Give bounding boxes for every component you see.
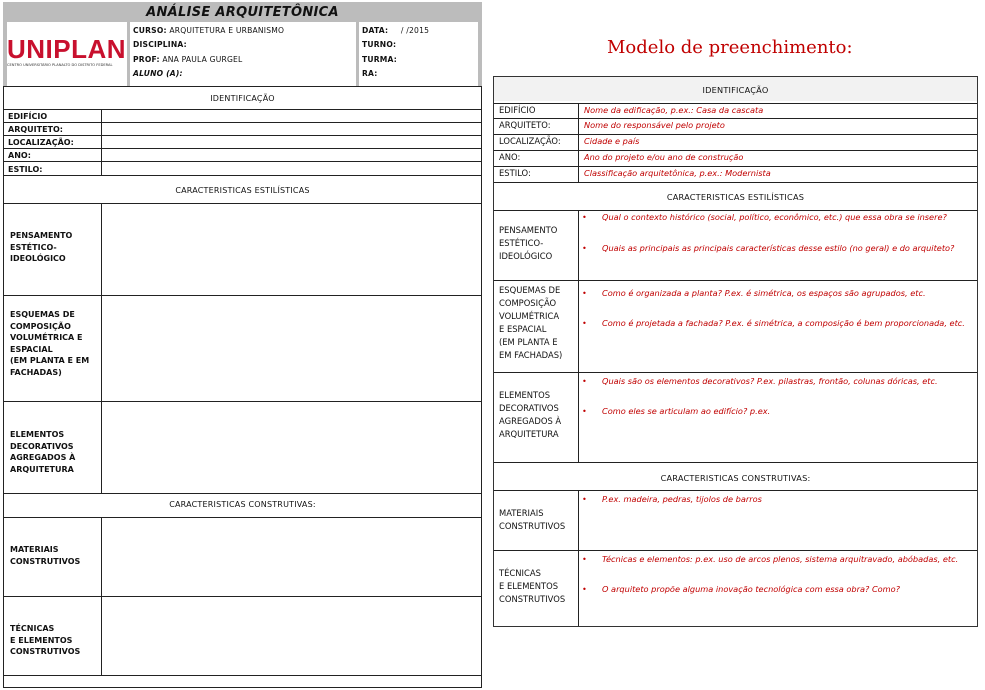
logo-subtitle: CENTRO UNIVERSITÁRIO PLANALTO DO DISTRITO FEDERAL — [7, 63, 113, 67]
turno-label: TURNO: — [362, 40, 397, 49]
model-bullet: • Qual o contexto histórico (social, político, econômico, etc.) que essa obra se insere? — [582, 212, 947, 222]
curso-field[interactable] — [130, 25, 356, 36]
model-label-localizacao: LOCALIZAÇÃO: — [499, 136, 561, 146]
model-construtivas-heading: CARACTERISTICAS CONSTRUTIVAS: — [660, 473, 811, 483]
model-bullet: • Como é projetada a fachada? P.ex. é simétrica, a composição é bem proporcionada, etc. — [582, 318, 965, 328]
elementos-input[interactable] — [102, 402, 480, 493]
row-label-ano: ANO: — [8, 151, 31, 160]
label-esquemas: ESQUEMAS DE COMPOSIÇÃO VOLUMÉTRICA E ESPACIAL (EM PLANTA E EM FACHADAS) — [10, 310, 90, 377]
model-bullet: • Técnicas e elementos: p.ex. uso de arcos plenos, sistema arquitravado, abóbadas, etc. — [582, 554, 959, 564]
data-field[interactable] — [359, 25, 478, 36]
label-pensamento: PENSAMENTO ESTÉTICO- IDEOLÓGICO — [10, 231, 73, 264]
data-label: DATA: — [362, 26, 389, 35]
model-title: Modelo de preenchimento: — [607, 37, 853, 58]
estilo-input[interactable] — [102, 162, 480, 174]
model-value-edificio: Nome da edificação, p.ex.: Casa da cascata — [584, 105, 764, 115]
turno-field[interactable] — [359, 39, 478, 50]
turma-label: TURMA: — [362, 55, 398, 64]
aluno-label: ALUNO (A): — [133, 69, 183, 78]
model-value-localizacao: Cidade e país — [584, 136, 640, 146]
row-label-localizacao: LOCALIZAÇÃO: — [8, 138, 74, 147]
model-identificacao-heading: IDENTIFICAÇÃO — [494, 77, 977, 101]
esquemas-input[interactable] — [102, 296, 480, 401]
row-label-arquiteto: ARQUITETO: — [8, 125, 64, 134]
model-estilisticas-heading: CARACTERISTICAS ESTILÍSTICAS — [666, 192, 805, 202]
ano-input[interactable] — [102, 149, 480, 161]
label-elementos: ELEMENTOS DECORATIVOS AGREGADOS À ARQUITETURA — [10, 430, 76, 474]
label-materiais: MATERIAIS CONSTRUTIVOS — [10, 545, 81, 566]
tecnicas-input[interactable] — [102, 597, 480, 675]
ra-label: RA: — [362, 69, 378, 78]
model-label-edificio: EDIFÍCIO — [499, 105, 536, 115]
model-label-ano: ANO: — [499, 152, 521, 162]
arquiteto-input[interactable] — [102, 123, 480, 135]
model-bullet: • P.ex. madeira, pedras, tijolos de barros — [582, 494, 762, 504]
model-label-elementos: ELEMENTOS DECORATIVOS AGREGADOS À ARQUITETURA — [499, 390, 562, 439]
label-tecnicas: TÉCNICAS E ELEMENTOS CONSTRUTIVOS — [10, 624, 81, 657]
model-label-esquemas: ESQUEMAS DE COMPOSIÇÃO VOLUMÉTRICA E ESPACIAL (EM PLANTA E EM FACHADAS) — [499, 285, 563, 360]
model-bullet: • Como é organizada a planta? P.ex. é simétrica, os espaços são agrupados, etc. — [582, 288, 926, 298]
ra-field[interactable] — [359, 68, 478, 79]
disciplina-field[interactable] — [130, 39, 356, 50]
pensamento-input[interactable] — [102, 204, 480, 295]
model-label-pensamento: PENSAMENTO ESTÉTICO- IDEOLÓGICO — [499, 225, 558, 261]
form-title: ANÁLISE ARQUITETÔNICA — [3, 2, 482, 22]
model-bullet: • Como eles se articulam ao edifício? p.ex. — [582, 406, 771, 416]
data-value: / /2015 — [400, 26, 430, 35]
model-value-estilo: Classificação arquitetônica, p.ex.: Modernista — [584, 168, 771, 178]
model-bullet: • Quais as principais as principais características desse estilo (no geral) e do arquiteto? — [582, 243, 955, 253]
prof-field[interactable] — [130, 54, 356, 65]
materiais-input[interactable] — [102, 518, 480, 596]
disciplina-label: DISCIPLINA: — [133, 40, 187, 49]
prof-label: PROF: — [133, 55, 160, 64]
model-bullet: • O arquiteto propõe alguma inovação tecnológica com essa obra? Como? — [582, 584, 901, 594]
model-label-materiais: MATERIAIS CONSTRUTIVOS — [499, 508, 566, 531]
localizacao-input[interactable] — [102, 136, 480, 148]
construtivas-heading: CARACTERISTICAS CONSTRUTIVAS: — [169, 500, 316, 509]
model-label-estilo: ESTILO: — [499, 168, 531, 178]
header-border-right — [478, 22, 482, 86]
model-table — [493, 76, 978, 627]
curso-value: ARQUITETURA E URBANISMO — [169, 26, 285, 35]
estilisticas-heading: CARACTERISTICAS ESTILÍSTICAS — [175, 186, 310, 195]
row-label-estilo: ESTILO: — [8, 165, 43, 174]
model-value-arquiteto: Nome do responsável pelo projeto — [584, 120, 725, 130]
edificio-input[interactable] — [102, 110, 480, 122]
analysis-form — [3, 2, 482, 688]
model-label-arquiteto: ARQUITETO: — [499, 120, 551, 130]
identificacao-heading: IDENTIFICAÇÃO — [210, 94, 275, 103]
turma-field[interactable] — [359, 54, 478, 65]
curso-label: CURSO: — [133, 26, 167, 35]
logo-wordmark: UNIPLAN — [7, 34, 127, 64]
form-table — [3, 86, 482, 688]
prof-value: ANA PAULA GURGEL — [162, 55, 243, 64]
model-label-tecnicas: TÉCNICAS E ELEMENTOS CONSTRUTIVOS — [499, 568, 566, 604]
aluno-field[interactable] — [130, 68, 356, 79]
model-bullet: • Quais são os elementos decorativos? P.ex. pilastras, frontão, colunas dóricas, etc. — [582, 376, 938, 386]
model-value-ano: Ano do projeto e/ou ano de construção — [584, 152, 744, 162]
row-label-edificio: EDIFÍCIO — [8, 112, 48, 121]
